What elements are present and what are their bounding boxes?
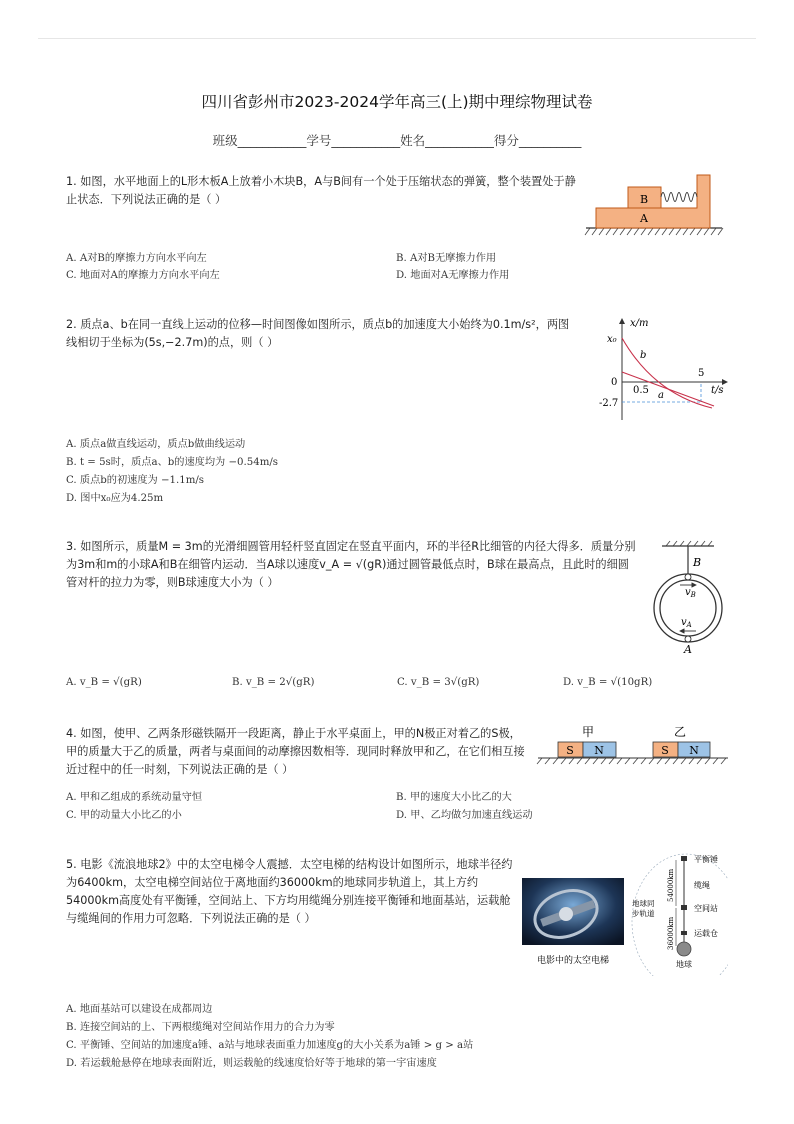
svg-text:36000km: 36000km xyxy=(667,916,675,950)
question-5-photo xyxy=(520,876,626,968)
question-2-option-c: C. 质点b的初速度为 −1.1m/s xyxy=(66,475,205,486)
svg-text:A: A xyxy=(640,212,648,225)
svg-text:S: S xyxy=(566,744,574,757)
counterweight xyxy=(681,856,687,861)
cabin xyxy=(681,931,687,935)
svg-text:0.5: 0.5 xyxy=(633,385,649,396)
tube-outer xyxy=(654,574,722,642)
page-title: 四川省彭州市2023-2024学年高三(上)期中理综物理试卷 xyxy=(201,93,593,111)
question-1-figure xyxy=(584,170,724,238)
question-5-option-b: B. 连接空间站的上、下两根缆绳对空间站作用力的合力为零 xyxy=(66,1022,335,1033)
question-1-option-c: C. 地面对A的摩擦力方向水平向左 xyxy=(66,270,220,281)
svg-text:B: B xyxy=(639,193,649,206)
svg-text:平衡锤: 平衡锤 xyxy=(694,855,718,864)
photo-caption: 电影中的太空电梯 xyxy=(536,956,610,966)
question-1-option-a: A. A对B的摩擦力方向水平向左 xyxy=(66,253,207,264)
svg-text:地球同: 地球同 xyxy=(632,899,655,908)
ball-b xyxy=(685,574,691,580)
question-3-figure xyxy=(648,540,728,656)
svg-text:a: a xyxy=(658,390,664,401)
question-3-option-c: C. v_B = 3√(gR) xyxy=(397,677,480,688)
svg-text:-2.7: -2.7 xyxy=(599,398,619,409)
question-2-option-d: D. 图中x₀应为4.25m xyxy=(66,493,164,504)
top-rule xyxy=(38,38,756,39)
svg-text:t/s: t/s xyxy=(711,385,724,396)
svg-text:步轨道: 步轨道 xyxy=(632,909,655,918)
svg-text:N: N xyxy=(689,744,699,757)
svg-text:N: N xyxy=(594,744,604,757)
question-2-option-a: A. 质点a做直线运动，质点b做曲线运动 xyxy=(66,439,246,450)
question-4-option-b: B. 甲的速度大小比乙的大 xyxy=(396,792,512,803)
spring xyxy=(661,193,697,202)
svg-text:x/m: x/m xyxy=(630,318,649,329)
question-4-stem: 4. 如图，使甲、乙两条形磁铁隔开一段距离，静止于水平桌面上，甲的N极正对着乙的S极，甲的质量大于乙的质量，两者与桌面间的动摩擦因数相等．现同时释放甲和乙，在它们相互接近过程中的任一时刻，下列说法正确的是（ ） xyxy=(66,727,525,776)
svg-text:地球: 地球 xyxy=(676,960,692,969)
svg-text:5: 5 xyxy=(698,368,705,379)
question-3-option-a: A. v_B = √(gR) xyxy=(66,677,142,688)
svg-text:S: S xyxy=(661,744,669,757)
question-3-stem: 3. 如图所示，质量M = 3m的光滑细圆管用轻杆竖直固定在竖直平面内，环的半径R比细管的内径大得多．质量分别为3m和m的小球A和B在细管内运动．当A球以速度v_A = √(gR)通过圆管最低点时，B球在最高点，且此时的细圆管对杆的拉力为零，则B球速度大小为（ ） xyxy=(66,540,636,589)
svg-text:运载仓: 运载仓 xyxy=(694,929,718,938)
question-4-option-d: D. 甲、乙均做匀加速直线运动 xyxy=(396,810,533,821)
svg-text:b: b xyxy=(640,350,647,361)
question-5-stem: 5. 电影《流浪地球2》中的太空电梯令人震撼．太空电梯的结构设计如图所示，地球半径约为6400km，太空电梯空间站位于离地面约36000km的地球同步轨道上，其上方约54000km高度处有平衡锤，空间站上、下方均用缆绳分别连接平衡锤和地面基站，运载舱与缆绳间的作用力可忽略．下列说法正确的是（ ） xyxy=(66,858,513,925)
question-3-option-d: D. v_B = √(10gR) xyxy=(563,677,653,688)
question-3-option-b: B. v_B = 2√(gR) xyxy=(232,677,315,688)
question-5-option-d: D. 若运载舱悬停在地球表面附近，则运载舱的线速度恰好等于地球的第一宇宙速度 xyxy=(66,1058,437,1069)
svg-text:x₀: x₀ xyxy=(607,334,617,345)
svg-text:缆绳: 缆绳 xyxy=(694,881,710,890)
question-4-figure xyxy=(536,722,730,766)
question-5-diagram xyxy=(628,848,728,976)
ball-a xyxy=(685,636,691,642)
svg-text:vA: $v_A$ xyxy=(681,617,692,629)
space-station xyxy=(681,905,687,910)
svg-text:空间站: 空间站 xyxy=(694,904,718,913)
question-1-option-b: B. A对B无摩擦力作用 xyxy=(396,253,497,264)
svg-text:甲: 甲 xyxy=(582,725,595,739)
svg-text:vB: $v_B$ xyxy=(685,587,696,599)
svg-text:B: B xyxy=(693,556,702,569)
question-1-stem: 1. 如图，水平地面上的L形木板A上放着小木块B，A与B间有一个处于压缩状态的弹簧，整个装置处于静止状态．下列说法正确的是（ ） xyxy=(66,175,576,206)
question-1-option-d: D. 地面对A无摩擦力作用 xyxy=(396,270,510,281)
question-4-option-c: C. 甲的动量大小比乙的小 xyxy=(66,810,182,821)
svg-text:A: A xyxy=(684,643,692,656)
svg-text:54000km: 54000km xyxy=(667,868,675,902)
question-2-option-b: B. t = 5s时，质点a、b的速度均为 −0.54m/s xyxy=(66,457,279,468)
svg-text:乙: 乙 xyxy=(674,725,687,739)
student-info-line: 班级___________学号___________姓名___________得分__________ xyxy=(212,133,582,148)
question-2-stem: 2. 质点a、b在同一直线上运动的位移—时间图像如图所示，质点b的加速度大小始终为0.1m/s²，两图线相切于坐标为(5s,−2.7m)的点，则（ ） xyxy=(66,318,570,349)
earth xyxy=(677,942,691,956)
question-5-option-a: A. 地面基站可以建设在成都周边 xyxy=(66,1004,213,1015)
question-2-figure xyxy=(594,314,734,424)
question-4-option-a: A. 甲和乙组成的系统动量守恒 xyxy=(66,792,203,803)
svg-text:0: 0 xyxy=(611,377,618,388)
question-5-option-c: C. 平衡锤、空间站的加速度a锤、a站与地球表面重力加速度g的大小关系为a锤 > g > a站 xyxy=(66,1040,474,1051)
